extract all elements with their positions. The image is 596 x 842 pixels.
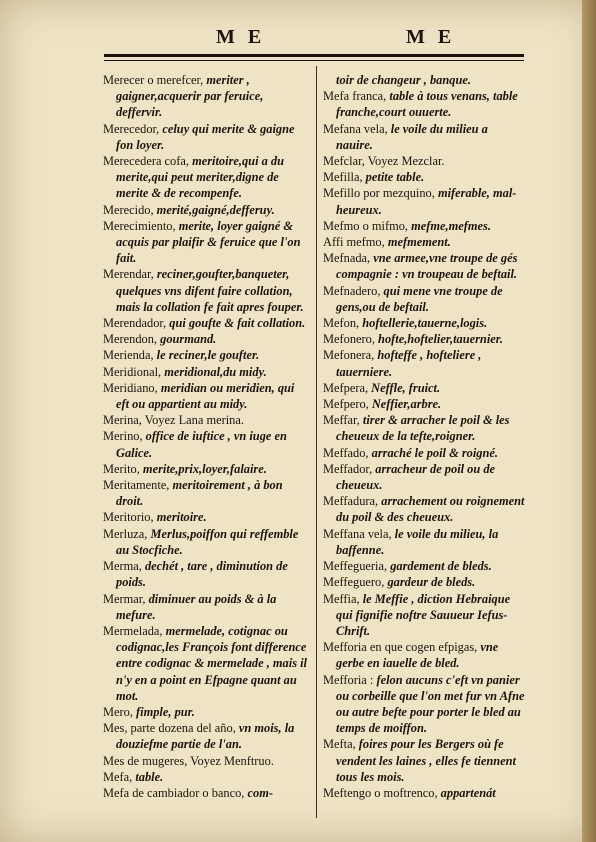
header-left: M E bbox=[216, 26, 266, 48]
entry-definition: vne armee,vne troupe de gés compagnie : vn troupeau de beftail. bbox=[336, 251, 518, 282]
entry-headword: Merendador, bbox=[103, 316, 167, 331]
entry-definition: petite table. bbox=[362, 170, 425, 185]
entry-definition: le reciner,le goufter. bbox=[153, 348, 260, 363]
entry-definition: gardement de bleds. bbox=[387, 559, 492, 574]
entry-headword: Merma, bbox=[103, 559, 142, 574]
dictionary-entry bbox=[323, 493, 527, 525]
dictionary-entry bbox=[323, 315, 527, 331]
entry-headword: Mefonera, bbox=[323, 348, 375, 363]
entry-definition: tirer & arracher le poil & les cheueux de la tefte,roigner. bbox=[336, 413, 510, 444]
entry-headword: Mes, parte dozena del año, bbox=[103, 721, 236, 736]
entry-headword: Merluza, bbox=[103, 526, 148, 541]
dictionary-entry bbox=[323, 121, 527, 153]
entry-headword: Meffana vela, bbox=[323, 526, 392, 541]
entry-headword: Merecedor, bbox=[103, 121, 160, 136]
entry-headword: Meftengo o moftrenco, bbox=[323, 785, 438, 800]
entry-headword: Merito, bbox=[103, 461, 140, 476]
dictionary-entry bbox=[323, 72, 527, 88]
entry-definition: merite,prix,loyer,falaire. bbox=[139, 461, 267, 476]
dictionary-entry bbox=[103, 364, 310, 380]
dictionary-entry bbox=[103, 153, 310, 202]
entry-definition: meritoire,qui a du merite,qui peut meriter,digne de merite & de recompenfe. bbox=[116, 154, 284, 201]
dictionary-entry bbox=[323, 347, 527, 379]
entry-definition: mermelade, cotignac ou codignac,les François font difference entre codignac & mermelade , mais il n'y en a point en Efpagne quant au mot. bbox=[116, 623, 308, 703]
right-column bbox=[323, 72, 527, 801]
entry-headword: Meffadura, bbox=[323, 494, 379, 509]
dictionary-entry bbox=[323, 331, 527, 347]
entry-definition: merite, loyer gaigné & acquis par plaifir & feruice que l'on fait. bbox=[116, 218, 301, 266]
dictionary-entry bbox=[103, 591, 310, 623]
left-column bbox=[103, 72, 310, 801]
entry-definition: table à tous venans, table franche,court ouuerte. bbox=[336, 89, 518, 120]
entry-definition: vn mois, la douziefme partie de l'an. bbox=[116, 721, 295, 752]
entry-definition: merité,gaigné,defferuy. bbox=[153, 202, 275, 217]
entry-headword: Mefclar, Voyez Mezclar. bbox=[323, 154, 445, 169]
dictionary-entry bbox=[323, 380, 527, 396]
entry-headword: Merienda, bbox=[103, 348, 154, 363]
dictionary-entry bbox=[103, 461, 310, 477]
dictionary-entry bbox=[323, 526, 527, 558]
entry-headword: Meffegueria, bbox=[323, 559, 388, 574]
dictionary-entry bbox=[103, 347, 310, 363]
dictionary-entry bbox=[103, 720, 310, 752]
entry-headword: Mefta, bbox=[323, 737, 356, 752]
dictionary-entry bbox=[323, 234, 527, 250]
entry-headword: Mefonero, bbox=[323, 332, 375, 347]
entry-headword: Mefforia : bbox=[323, 672, 374, 687]
dictionary-entry bbox=[103, 509, 310, 525]
dictionary-entry bbox=[323, 461, 527, 493]
entry-headword: Mermar, bbox=[103, 591, 146, 606]
header-rule-thin bbox=[104, 60, 524, 61]
entry-headword: Mefnadero, bbox=[323, 283, 381, 298]
entry-headword: Mefa, bbox=[103, 769, 133, 784]
entry-definition: celuy qui merite & gaigne fon loyer. bbox=[116, 121, 295, 152]
entry-definition: meridional,du midy. bbox=[161, 364, 267, 379]
dictionary-entry bbox=[323, 412, 527, 444]
entry-definition: Neffle, fruict. bbox=[368, 380, 441, 395]
entry-definition: Merlus,poiffon qui reffemble au Stocfiche. bbox=[116, 526, 299, 557]
entry-definition: fimple, pur. bbox=[132, 704, 195, 719]
entry-headword: Mefnada, bbox=[323, 251, 371, 266]
dictionary-entry bbox=[323, 169, 527, 185]
entry-headword: Meffado, bbox=[323, 445, 369, 460]
entry-definition: qui mene vne troupe de gens,ou de beftail. bbox=[336, 283, 503, 314]
dictionary-entry bbox=[103, 477, 310, 509]
entry-headword: Merendar, bbox=[103, 267, 154, 282]
dictionary-entry bbox=[103, 380, 310, 412]
entry-headword: Merendon, bbox=[103, 332, 158, 347]
entry-headword: Merino, bbox=[103, 429, 143, 444]
entry-headword: Mes de mugeres, Voyez Menftruo. bbox=[103, 753, 274, 768]
header-rule bbox=[104, 54, 524, 57]
entry-definition: table. bbox=[132, 769, 164, 784]
dictionary-entry bbox=[323, 445, 527, 461]
dictionary-entry bbox=[323, 218, 527, 234]
dictionary-entry bbox=[103, 753, 310, 769]
entry-definition: dechét , tare , diminution de poids. bbox=[116, 559, 288, 590]
dictionary-entry bbox=[103, 785, 310, 801]
entry-headword: Merecido, bbox=[103, 202, 154, 217]
dictionary-entry bbox=[323, 396, 527, 412]
entry-definition: vne gerbe en iauelle de bled. bbox=[336, 640, 499, 671]
dictionary-entry bbox=[323, 591, 527, 640]
dictionary-entry bbox=[323, 185, 527, 217]
entry-definition: felon aucuns c'eft vn panier ou corbeille que l'on met fur vn Afne ou autre befte pour porter le bled au temps de moiffon. bbox=[336, 672, 525, 736]
dictionary-entry bbox=[323, 283, 527, 315]
entry-headword: Mefon, bbox=[323, 316, 360, 331]
entry-headword: Merecer o merefcer, bbox=[103, 73, 204, 87]
dictionary-entry bbox=[103, 121, 310, 153]
entry-definition: diminuer au poids & à la mefure. bbox=[116, 591, 277, 622]
dictionary-entry bbox=[323, 574, 527, 590]
entry-headword: Meffia, bbox=[323, 591, 360, 606]
dictionary-entry bbox=[323, 250, 527, 282]
dictionary-entry bbox=[323, 785, 527, 801]
dictionary-entry bbox=[103, 72, 310, 121]
dictionary-entry bbox=[103, 412, 310, 428]
entry-definition: reciner,goufter,banqueter, quelques vns difent faire collation, mais la collation fe fait apres fouper. bbox=[116, 267, 304, 314]
entry-headword: Merecedera cofa, bbox=[103, 154, 189, 169]
entry-headword: Mefa franca, bbox=[323, 89, 387, 104]
entry-headword: Mermelada, bbox=[103, 623, 163, 638]
dictionary-entry bbox=[323, 736, 527, 785]
entry-definition: miferable, mal-heureux. bbox=[336, 186, 517, 217]
entry-headword: Mefpera, bbox=[323, 380, 369, 395]
entry-definition: le voile du milieu, la baffenne. bbox=[336, 526, 499, 557]
entry-definition: arracheur de poil ou de cheueux. bbox=[336, 461, 496, 493]
entry-headword: Mefa de cambiador o banco, bbox=[103, 785, 245, 800]
header-right: M E bbox=[406, 26, 456, 48]
entry-headword: Meffeguero, bbox=[323, 575, 385, 590]
entry-definition: foires pour les Bergers où fe vendent les laines , elles fe tiennent tous les mois. bbox=[336, 737, 516, 784]
dictionary-entry bbox=[103, 331, 310, 347]
entry-headword: Mefforia en que cogen efpigas, bbox=[323, 640, 478, 655]
entry-headword: Mefillo por mezquino, bbox=[323, 186, 435, 201]
entry-headword: Meffar, bbox=[323, 413, 360, 428]
entry-definition: toir de changeur , banque. bbox=[336, 73, 471, 87]
entry-definition: meritoirement , à bon droit. bbox=[116, 478, 283, 509]
entry-headword: Mefmo o mifmo, bbox=[323, 218, 409, 233]
entry-headword: Meritamente, bbox=[103, 478, 170, 493]
entry-headword: Merina, Voyez Lana merina. bbox=[103, 413, 244, 428]
page-edge bbox=[582, 0, 596, 842]
entry-definition: meridian ou meridien, qui eft ou appartient au midy. bbox=[116, 380, 295, 412]
entry-headword: Meridiano, bbox=[103, 380, 158, 395]
entry-definition: gardeur de bleds. bbox=[384, 575, 476, 590]
dictionary-entry bbox=[323, 153, 527, 169]
dictionary-entry bbox=[103, 558, 310, 590]
dictionary-entry bbox=[323, 639, 527, 671]
entry-headword: Mefilla, bbox=[323, 170, 363, 185]
entry-definition: mefmement. bbox=[384, 235, 451, 250]
dictionary-entry bbox=[103, 428, 310, 460]
entry-definition: Neffier,arbre. bbox=[368, 397, 442, 412]
entry-headword: Mefpero, bbox=[323, 397, 369, 412]
entry-definition: appartenát bbox=[437, 785, 496, 800]
dictionary-entry bbox=[323, 672, 527, 737]
entry-headword: Meritorio, bbox=[103, 510, 154, 525]
entry-headword: Meffador, bbox=[323, 461, 373, 476]
entry-definition: mefme,mefmes. bbox=[408, 218, 491, 233]
dictionary-entry bbox=[103, 266, 310, 315]
entry-definition: hoftellerie,tauerne,logis. bbox=[359, 316, 488, 331]
dictionary-entry bbox=[103, 526, 310, 558]
entry-definition: office de iuftice , vn iuge en Galice. bbox=[116, 429, 287, 460]
entry-definition: meriter , gaigner,acquerir par feruice, deffervir. bbox=[116, 73, 264, 120]
dictionary-entry bbox=[103, 769, 310, 785]
column-divider bbox=[316, 66, 317, 818]
entry-definition: qui goufte & fait collation. bbox=[166, 316, 306, 331]
entry-definition: hofteffe , hofteliere , tauerniere. bbox=[336, 348, 482, 379]
entry-headword: Merecimiento, bbox=[103, 218, 176, 233]
dictionary-entry bbox=[103, 202, 310, 218]
dictionary-entry bbox=[103, 315, 310, 331]
dictionary-entry bbox=[323, 88, 527, 120]
entry-definition: arrachement ou roignement du poil & des cheueux. bbox=[336, 494, 525, 525]
dictionary-entry bbox=[103, 218, 310, 267]
entry-definition: le voile du milieu a nauire. bbox=[336, 121, 488, 152]
dictionary-entry bbox=[323, 558, 527, 574]
dictionary-entry bbox=[103, 623, 310, 704]
entry-headword: Mefana vela, bbox=[323, 121, 388, 136]
entry-definition: arraché le poil & roigné. bbox=[368, 445, 498, 460]
entry-headword: Mero, bbox=[103, 704, 133, 719]
entry-headword: Meridional, bbox=[103, 364, 162, 379]
entry-definition: le Meffie , diction Hebraique qui fignifie noftre Sauueur Iefus-Chrift. bbox=[336, 591, 511, 638]
dictionary-entry bbox=[103, 704, 310, 720]
entry-definition: gourmand. bbox=[157, 332, 217, 347]
entry-headword: Affi mefmo, bbox=[323, 235, 385, 250]
entry-definition: meritoire. bbox=[153, 510, 207, 525]
entry-definition: hofte,hoftelier,tauernier. bbox=[374, 332, 503, 347]
entry-definition: com- bbox=[244, 785, 273, 800]
